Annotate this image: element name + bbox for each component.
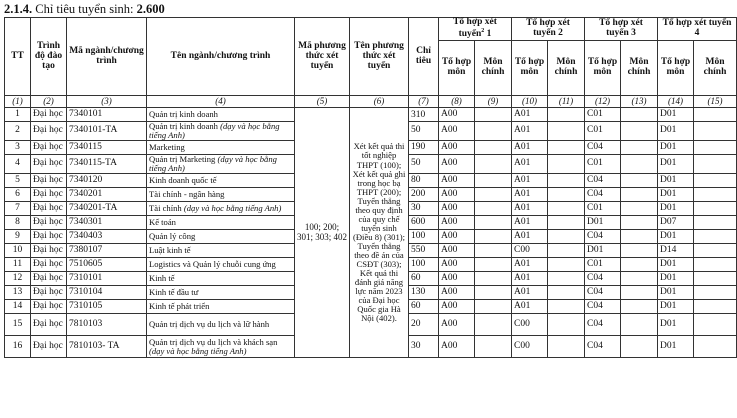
program-note: (dạy và học bằng tiếng Anh)	[149, 345, 247, 356]
cell-main-4	[694, 244, 737, 258]
cell-main-3	[621, 336, 658, 358]
col-to-hop-2: Tổ hợp xét tuyển 2	[512, 18, 585, 41]
cell-tt: 13	[5, 286, 31, 300]
cell-combo-1: A00	[439, 155, 475, 174]
table-body	[5, 96, 737, 358]
cell-tt: 7	[5, 202, 31, 216]
cell-main-2	[548, 122, 585, 141]
cell-combo-4: D01	[658, 188, 694, 202]
cell-code: 7340201-TA	[67, 202, 147, 216]
cell-combo-1: A00	[439, 244, 475, 258]
cell-method-names: Xét kết quả thi tốt nghiệp THPT (100); Xét kết quả ghi trong học bạ THPT (200); Tuyển thẳng theo quy định của quy chế tuyển sinh (Điều 8) (301); Tuyển thẳng theo đề án của CSĐT (303); Kết quả thi đánh giá năng lực năm 2023 của Đại học Quốc gia Hà Nội (402).	[350, 108, 409, 358]
cell-quota: 30	[409, 336, 439, 358]
subcol-to-hop-mon: Tổ hợp môn	[439, 41, 475, 96]
cell-combo-2: A01	[512, 122, 548, 141]
program-name: Kinh tế đầu tư	[149, 287, 199, 298]
cell-main-1	[475, 300, 512, 314]
cell-main-3	[621, 286, 658, 300]
cell-tt: 4	[5, 155, 31, 174]
cell-combo-2: A01	[512, 272, 548, 286]
cell-code: 7310101	[67, 272, 147, 286]
cell-level: Đại học	[31, 188, 67, 202]
col-to-hop-3: Tổ hợp xét tuyển 3	[585, 18, 658, 41]
cell-code: 7380107	[67, 244, 147, 258]
cell-combo-3: C04	[585, 188, 621, 202]
cell-main-1	[475, 286, 512, 300]
cell-code: 7340101-TA	[67, 122, 147, 141]
cell-name	[147, 174, 295, 188]
cell-level: Đại học	[31, 314, 67, 336]
cell-level: Đại học	[31, 336, 67, 358]
cell-code: 7340115	[67, 141, 147, 155]
cell-main-3	[621, 272, 658, 286]
cell-combo-1: A00	[439, 122, 475, 141]
cell-combo-3: C04	[585, 314, 621, 336]
cell-combo-2: A01	[512, 258, 548, 272]
col-trinh-do: Trình độ đào tạo	[31, 18, 67, 96]
cell-combo-1: A00	[439, 230, 475, 244]
heading-label: Chỉ tiêu tuyển sinh:	[35, 2, 134, 16]
cell-main-1	[475, 202, 512, 216]
cell-level: Đại học	[31, 216, 67, 230]
cell-quota: 50	[409, 155, 439, 174]
cell-tt: 3	[5, 141, 31, 155]
cell-code: 7340101	[67, 108, 147, 122]
program-name: Logistics và Quản lý chuỗi cung ứng	[149, 259, 276, 270]
col-ma-ptxt: Mã phương thức xét tuyển	[295, 18, 350, 96]
cell-combo-4: D07	[658, 216, 694, 230]
cell-combo-2: A01	[512, 108, 548, 122]
cell-main-2	[548, 272, 585, 286]
cell-combo-3: C04	[585, 336, 621, 358]
cell-name	[147, 230, 295, 244]
cell-combo-3: C04	[585, 174, 621, 188]
cell-code: 7340115-TA	[67, 155, 147, 174]
program-name: Tài chính	[149, 203, 182, 214]
admission-quota-table	[4, 17, 737, 358]
cell-combo-3: C01	[585, 108, 621, 122]
cell-main-3	[621, 155, 658, 174]
cell-method-codes: 100; 200; 301; 303; 402	[295, 108, 350, 358]
cell-tt: 1	[5, 108, 31, 122]
cell-quota: 190	[409, 141, 439, 155]
cell-main-2	[548, 155, 585, 174]
cell-tt: 11	[5, 258, 31, 272]
cell-main-2	[548, 314, 585, 336]
program-note: (dạy và học bằng tiếng Anh)	[183, 203, 282, 214]
cell-main-1	[475, 258, 512, 272]
cell-main-3	[621, 258, 658, 272]
cell-tt: 10	[5, 244, 31, 258]
cell-combo-1: A00	[439, 188, 475, 202]
cell-combo-2: A01	[512, 155, 548, 174]
cell-level: Đại học	[31, 155, 67, 174]
cell-quota: 130	[409, 286, 439, 300]
cell-name	[147, 141, 295, 155]
cell-level: Đại học	[31, 108, 67, 122]
cell-main-1	[475, 122, 512, 141]
cell-main-4	[694, 336, 737, 358]
cell-tt: 6	[5, 188, 31, 202]
cell-quota: 100	[409, 230, 439, 244]
cell-quota: 100	[409, 258, 439, 272]
cell-code: 7510605	[67, 258, 147, 272]
cell-main-4	[694, 108, 737, 122]
subcol-mon-chinh: Môn chính	[475, 41, 512, 96]
cell-combo-1: A00	[439, 258, 475, 272]
cell-main-4	[694, 188, 737, 202]
cell-level: Đại học	[31, 286, 67, 300]
cell-name	[147, 272, 295, 286]
cell-name	[147, 286, 295, 300]
cell-main-4	[694, 202, 737, 216]
program-name: Tài chính - ngân hàng	[149, 189, 225, 200]
cell-combo-3: C04	[585, 230, 621, 244]
subcol-mon-chinh: Môn chính	[694, 41, 737, 96]
cell-quota: 310	[409, 108, 439, 122]
cell-name	[147, 300, 295, 314]
cell-combo-1: A00	[439, 216, 475, 230]
cell-main-4	[694, 216, 737, 230]
cell-combo-1: A00	[439, 272, 475, 286]
cell-combo-1: A00	[439, 141, 475, 155]
cell-combo-1: A00	[439, 174, 475, 188]
cell-main-4	[694, 155, 737, 174]
cell-main-3	[621, 108, 658, 122]
cell-combo-1: A00	[439, 108, 475, 122]
cell-combo-4: D01	[658, 230, 694, 244]
cell-combo-3: C01	[585, 258, 621, 272]
cell-quota: 550	[409, 244, 439, 258]
subcol-to-hop-mon: Tổ hợp môn	[658, 41, 694, 96]
column-index-row: (1) (2) (3) (4) (5) (6) (7) (8) (9) (10) (11) (12) (13) (14) (15)	[5, 96, 737, 108]
cell-combo-1: A00	[439, 336, 475, 358]
cell-combo-1: A00	[439, 286, 475, 300]
col-ma-nganh: Mã ngành/chương trình	[67, 18, 147, 96]
cell-main-1	[475, 108, 512, 122]
cell-combo-2: A01	[512, 141, 548, 155]
section-heading	[4, 2, 165, 17]
cell-name	[147, 216, 295, 230]
cell-main-3	[621, 174, 658, 188]
cell-main-4	[694, 286, 737, 300]
cell-main-2	[548, 258, 585, 272]
cell-combo-3: C04	[585, 272, 621, 286]
cell-combo-4: D01	[658, 155, 694, 174]
col-chi-tieu: Chỉ tiêu	[409, 18, 439, 96]
cell-name	[147, 108, 295, 122]
program-name: Luật kinh tế	[149, 245, 191, 256]
cell-main-1	[475, 141, 512, 155]
cell-main-4	[694, 300, 737, 314]
cell-combo-4: D01	[658, 141, 694, 155]
cell-name	[147, 202, 295, 216]
cell-code: 7340201	[67, 188, 147, 202]
cell-main-3	[621, 314, 658, 336]
cell-name	[147, 336, 295, 358]
cell-main-4	[694, 141, 737, 155]
cell-combo-3: C04	[585, 286, 621, 300]
cell-quota: 80	[409, 174, 439, 188]
col-to-hop-1: Tổ hợp xét tuyển$^2$ 1	[439, 18, 512, 41]
cell-combo-2: A01	[512, 202, 548, 216]
cell-name	[147, 258, 295, 272]
cell-main-3	[621, 122, 658, 141]
col-to-hop-4: Tổ hợp xét tuyển 4	[658, 18, 737, 41]
cell-main-2	[548, 216, 585, 230]
cell-main-4	[694, 230, 737, 244]
program-name: Kinh tế phát triển	[149, 301, 210, 312]
program-note: (dạy và học bằng tiếng Anh)	[149, 154, 277, 174]
cell-level: Đại học	[31, 122, 67, 141]
program-name: Kinh doanh quốc tế	[149, 175, 217, 186]
cell-main-2	[548, 244, 585, 258]
cell-code: 7310105	[67, 300, 147, 314]
cell-combo-4: D01	[658, 122, 694, 141]
cell-level: Đại học	[31, 202, 67, 216]
program-name: Quản trị kinh doanh	[149, 109, 218, 120]
cell-tt: 12	[5, 272, 31, 286]
cell-main-1	[475, 314, 512, 336]
cell-main-4	[694, 272, 737, 286]
cell-combo-2: C00	[512, 336, 548, 358]
cell-tt: 8	[5, 216, 31, 230]
cell-quota: 30	[409, 202, 439, 216]
cell-main-2	[548, 230, 585, 244]
cell-combo-4: D01	[658, 202, 694, 216]
cell-main-4	[694, 122, 737, 141]
cell-main-1	[475, 155, 512, 174]
cell-combo-1: A00	[439, 314, 475, 336]
cell-name	[147, 314, 295, 336]
cell-level: Đại học	[31, 174, 67, 188]
cell-main-3	[621, 230, 658, 244]
cell-main-2	[548, 141, 585, 155]
subcol-to-hop-mon: Tổ hợp môn	[585, 41, 621, 96]
table-row	[5, 108, 737, 122]
cell-main-1	[475, 244, 512, 258]
program-name: Quản trị dịch vụ du lịch và khách sạn	[149, 336, 278, 347]
cell-main-2	[548, 108, 585, 122]
cell-combo-4: D01	[658, 174, 694, 188]
cell-combo-2: A01	[512, 286, 548, 300]
cell-combo-2: A01	[512, 300, 548, 314]
col-ten-nganh: Tên ngành/chương trình	[147, 18, 295, 96]
cell-main-1	[475, 336, 512, 358]
cell-tt: 5	[5, 174, 31, 188]
cell-main-3	[621, 141, 658, 155]
cell-level: Đại học	[31, 258, 67, 272]
cell-code: 7810103- TA	[67, 336, 147, 358]
cell-combo-2: A01	[512, 230, 548, 244]
cell-combo-4: D01	[658, 300, 694, 314]
cell-main-1	[475, 230, 512, 244]
cell-main-2	[548, 174, 585, 188]
cell-tt: 2	[5, 122, 31, 141]
cell-combo-1: A00	[439, 300, 475, 314]
cell-main-2	[548, 188, 585, 202]
cell-combo-3: D01	[585, 216, 621, 230]
cell-name	[147, 122, 295, 141]
cell-quota: 60	[409, 300, 439, 314]
program-name: Quản trị kinh doanh	[149, 121, 218, 132]
cell-level: Đại học	[31, 141, 67, 155]
cell-combo-4: D01	[658, 336, 694, 358]
cell-name	[147, 244, 295, 258]
cell-main-3	[621, 300, 658, 314]
cell-tt: 9	[5, 230, 31, 244]
cell-tt: 15	[5, 314, 31, 336]
cell-main-3	[621, 202, 658, 216]
cell-level: Đại học	[31, 244, 67, 258]
cell-quota: 200	[409, 188, 439, 202]
subcol-to-hop-mon: Tổ hợp môn	[512, 41, 548, 96]
cell-code: 7810103	[67, 314, 147, 336]
cell-code: 7310104	[67, 286, 147, 300]
cell-combo-3: D01	[585, 244, 621, 258]
subcol-mon-chinh: Môn chính	[621, 41, 658, 96]
cell-combo-3: C01	[585, 122, 621, 141]
header-row-1	[5, 18, 737, 41]
heading-total: 2.600	[136, 2, 165, 16]
cell-main-4	[694, 174, 737, 188]
cell-combo-2: A01	[512, 174, 548, 188]
cell-main-4	[694, 258, 737, 272]
cell-quota: 20	[409, 314, 439, 336]
col-tt: TT	[5, 18, 31, 96]
cell-level: Đại học	[31, 272, 67, 286]
cell-quota: 60	[409, 272, 439, 286]
cell-main-3	[621, 244, 658, 258]
cell-name	[147, 155, 295, 174]
cell-main-1	[475, 216, 512, 230]
cell-name	[147, 188, 295, 202]
program-name: Quản trị Marketing	[149, 154, 216, 165]
cell-main-4	[694, 314, 737, 336]
heading-number: 2.1.4.	[4, 2, 33, 16]
cell-level: Đại học	[31, 230, 67, 244]
cell-quota: 50	[409, 122, 439, 141]
col-ten-ptxt: Tên phương thức xét tuyển	[350, 18, 409, 96]
cell-combo-3: C01	[585, 202, 621, 216]
cell-combo-1: A00	[439, 202, 475, 216]
cell-combo-4: D01	[658, 108, 694, 122]
cell-code: 7340301	[67, 216, 147, 230]
cell-code: 7340120	[67, 174, 147, 188]
program-name: Marketing	[149, 142, 185, 153]
cell-code: 7340403	[67, 230, 147, 244]
cell-quota: 600	[409, 216, 439, 230]
cell-main-1	[475, 174, 512, 188]
cell-combo-4: D01	[658, 272, 694, 286]
cell-main-1	[475, 188, 512, 202]
program-name: Quản trị dịch vụ du lịch và lữ hành	[149, 319, 270, 330]
cell-main-2	[548, 336, 585, 358]
cell-combo-4: D01	[658, 286, 694, 300]
cell-main-3	[621, 188, 658, 202]
cell-main-3	[621, 216, 658, 230]
cell-combo-2: C00	[512, 314, 548, 336]
cell-combo-3: C01	[585, 155, 621, 174]
cell-combo-4: D01	[658, 258, 694, 272]
cell-level: Đại học	[31, 300, 67, 314]
cell-main-2	[548, 202, 585, 216]
cell-tt: 14	[5, 300, 31, 314]
program-note: (dạy và học bằng tiếng Anh)	[149, 121, 280, 141]
cell-combo-4: D14	[658, 244, 694, 258]
cell-combo-4: D01	[658, 314, 694, 336]
cell-combo-2: A01	[512, 188, 548, 202]
cell-main-2	[548, 300, 585, 314]
program-name: Quản lý công	[149, 231, 196, 242]
cell-tt: 16	[5, 336, 31, 358]
cell-main-2	[548, 286, 585, 300]
cell-combo-2: A01	[512, 216, 548, 230]
program-name: Kinh tế	[149, 273, 175, 284]
cell-combo-3: C04	[585, 300, 621, 314]
subcol-mon-chinh: Môn chính	[548, 41, 585, 96]
program-name: Kế toán	[149, 217, 176, 228]
cell-combo-2: C00	[512, 244, 548, 258]
cell-combo-3: C04	[585, 141, 621, 155]
cell-main-1	[475, 272, 512, 286]
